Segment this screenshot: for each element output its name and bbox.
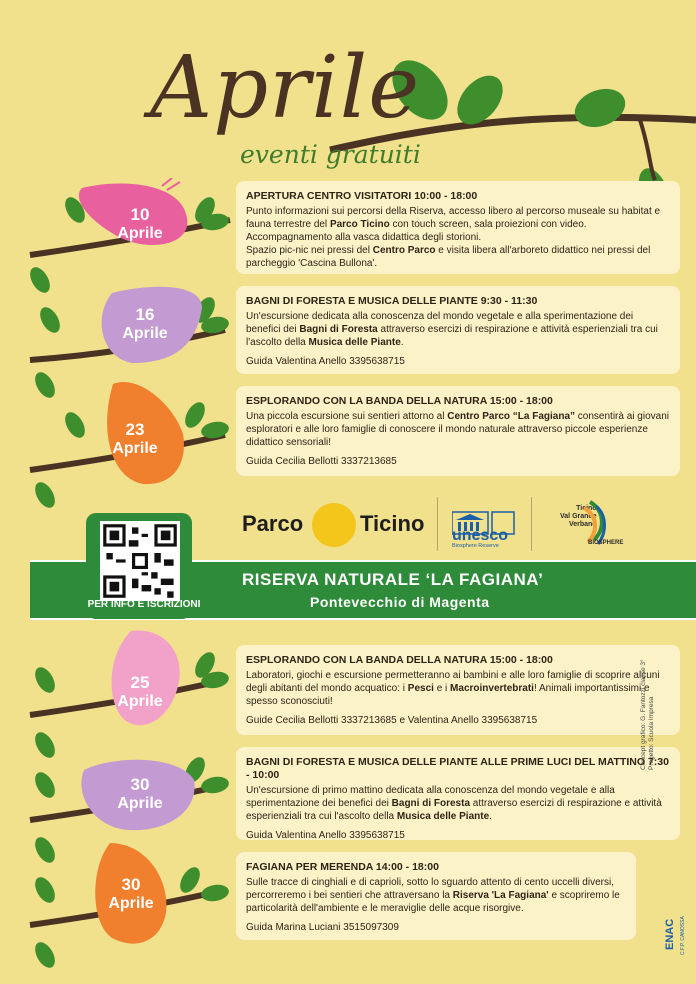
parco-ticino-logo-text: Ticino: [360, 511, 425, 536]
biosphere-label: BIOSPHERE: [588, 540, 624, 546]
event-month: Aprile: [117, 693, 163, 710]
page-subtitle: eventi gratuiti: [240, 140, 421, 169]
event-guide: Guida Marina Luciani 3515097309: [246, 922, 399, 933]
event-day: 30: [130, 775, 150, 794]
event-day: 25: [130, 673, 150, 692]
pheasant-emblem-icon: [312, 503, 356, 547]
qr-info-label: PER INFO E ISCRIZIONI: [87, 599, 201, 610]
event-day: 10: [130, 205, 150, 224]
event-card: [236, 645, 680, 735]
event-card: [236, 286, 680, 374]
divider: [531, 497, 532, 551]
event-card: [236, 386, 680, 476]
event-date: [105, 775, 175, 813]
event-guide: Guida Valentina Anello 3395638715: [246, 830, 405, 841]
unesco-subtitle: Biosphere Reserve: [452, 543, 499, 549]
tvgv-logo: Ticino Val Grande Verbano: [560, 505, 597, 528]
event-description: Punto informazioni sui percorsi della Riserva, accesso libero al percorso museale su habitat e fauna terrestre del Parco Ticino con touch screen, sala proiezioni con video. Accompagnamento alla vasca didattica degli storioni. Spazio pic-nic nei pressi del Centro Parco e visita libera all'arboreto didattico nei pressi del parcheggio 'Cascina Bullona'.: [246, 206, 661, 269]
parco-ticino-logo: Parco: [242, 511, 304, 536]
event-day: 30: [121, 875, 141, 894]
event-title: BAGNI DI FORESTA E MUSICA DELLE PIANTE 9:30 - 11:30: [246, 295, 538, 307]
reserve-location: Pontevecchio di Magenta: [310, 594, 490, 610]
event-month: Aprile: [112, 440, 158, 457]
unesco-logo: unesco: [452, 527, 509, 544]
enac-logo: ENAC: [664, 918, 676, 950]
event-day: 23: [125, 420, 145, 439]
event-date: [105, 205, 175, 243]
event-month: Aprile: [117, 225, 163, 242]
qr-code-icon[interactable]: [100, 521, 180, 601]
page-title: Aprile: [150, 38, 421, 138]
event-card: [236, 181, 680, 274]
reserve-name: RISERVA NATURALE ‘LA FAGIANA’: [242, 570, 544, 589]
event-month: Aprile: [117, 795, 163, 812]
event-title: APERTURA CENTRO VISITATORI 10:00 - 18:00: [246, 190, 478, 202]
event-description: Una piccola escursione sui sentieri attorno al Centro Parco “La Fagiana” consentirà ai giovani esploratori e alle loro famiglie di conoscere il mondo naturale attraverso piccole esperienze didattico sensoriali!: [246, 411, 669, 448]
event-month: Aprile: [122, 325, 168, 342]
event-guide: Guida Cecilia Bellotti 3337213685: [246, 456, 397, 467]
event-guide: Guida Valentina Anello 3395638715: [246, 356, 405, 367]
event-date: [96, 875, 166, 913]
event-description: Sulle tracce di cinghiali e di caprioli, sotto lo sguardo attento di cento uccelli diversi, percorreremo i bei sentieri che attraversano la Riserva 'La Fagiana' e scopriremo le particolarità dell'ambiente e le meraviglie delle acque risorgive.: [246, 877, 620, 914]
event-description: Un'escursione di primo mattino dedicata alla conoscenza del mondo vegetale e alla sperimentazione dei benefici dei Bagni di Foresta attraverso esercizi di respirazione e attività esperienziali tra cui l'ascolto della Musica delle Piante.: [246, 785, 662, 822]
event-day: 16: [135, 305, 155, 324]
event-date: [100, 420, 170, 458]
credits: Concept grafico: G. Fantozzi classe 3° Progetto: Scuola Impresa: [640, 659, 655, 770]
event-title: ESPLORANDO CON LA BANDA DELLA NATURA 15:00 - 18:00: [246, 654, 553, 666]
event-title: FAGIANA PER MERENDA 14:00 - 18:00: [246, 861, 439, 873]
event-title: ESPLORANDO CON LA BANDA DELLA NATURA 15:00 - 18:00: [246, 395, 553, 407]
event-guide: Guide Cecilia Bellotti 3337213685 e Valentina Anello 3395638715: [246, 715, 538, 726]
event-date: [105, 673, 175, 711]
event-description: Laboratori, giochi e escursione permetteranno ai bambini e alle loro famiglie di scoprire alcuni degli abitanti del mondo acquatico: i Pesci e i Macroinvertebrati! Animali importantissimi e spesso sconosciuti!: [246, 670, 660, 707]
event-card: [236, 852, 636, 940]
event-month: Aprile: [108, 895, 154, 912]
event-card: [236, 747, 680, 840]
event-date: [110, 305, 180, 343]
event-description: Un'escursione dedicata alla conoscenza del mondo vegetale e alla sperimentazione dei benefici dei Bagni di Foresta attraverso esercizi di respirazione e attività esperienziali tra cui l'ascolto della Musica delle Piante.: [246, 311, 658, 348]
event-title: BAGNI DI FORESTA E MUSICA DELLE PIANTE ALLE PRIME LUCI DEL MATTINO 7:30 - 10:00: [246, 756, 669, 781]
enac-subtitle: C.F.P. CANOSSA: [680, 916, 686, 955]
divider: [437, 497, 438, 551]
